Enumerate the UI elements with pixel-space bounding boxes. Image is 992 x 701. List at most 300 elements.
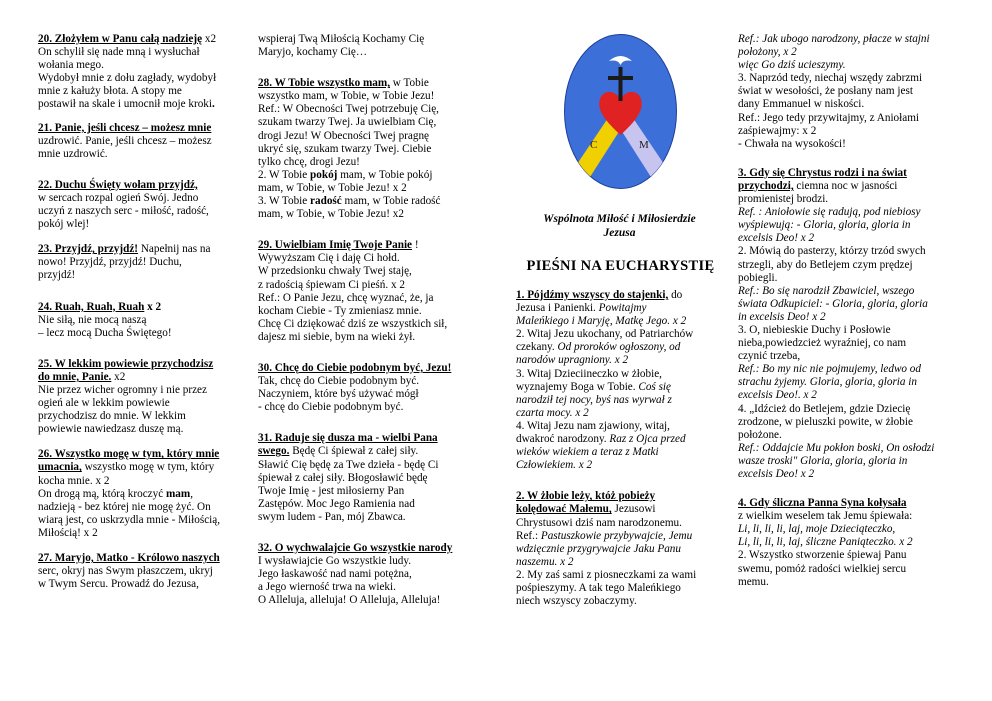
- song-line: [738, 112, 973, 125]
- song-text: On drogą mą, którą kroczyć: [38, 487, 166, 500]
- song-line: [258, 594, 490, 607]
- song-title: 31. Raduje się dusza ma - wielbi Pana: [258, 432, 438, 445]
- song-line: [258, 485, 490, 498]
- song-text: w Tobie: [390, 77, 429, 90]
- song-line: [38, 85, 253, 98]
- song-text: tylko chcę, drogi Jezu!: [258, 155, 360, 168]
- song-text: dajesz mi siebie, bym na wieki żył.: [258, 330, 416, 343]
- song-line: [38, 98, 253, 111]
- song-line: [258, 156, 490, 169]
- song-line: [516, 459, 732, 472]
- song-text: 3. O, niebieskie Duchy i Posłowie: [738, 323, 891, 336]
- song-text: kocha mnie. x 2: [38, 474, 110, 487]
- song-line: [738, 455, 973, 468]
- song-text: wdzięcznie przygrywajcie Jaku Panu: [516, 542, 681, 555]
- song-text: 2. W Tobie: [258, 168, 311, 181]
- song-text: szukam twarzy Twej. Ja uwielbiam Cię,: [258, 116, 437, 129]
- song-line: [258, 542, 490, 555]
- song-title: do mnie, Panie.: [38, 370, 112, 383]
- song-line: [516, 354, 732, 367]
- song-text: swemu, pomóż radości wielkiej sercu: [738, 562, 907, 575]
- song-line: [38, 243, 253, 256]
- song-line: [738, 389, 973, 402]
- song-text: excelsis Deo! x 2: [738, 468, 815, 480]
- song-line: [38, 122, 253, 135]
- song-line: [258, 331, 490, 344]
- song-line: [738, 232, 973, 245]
- community-name-line-2: Jezusa: [603, 227, 636, 239]
- song-line: [258, 472, 490, 485]
- song-text: I wysławiajcie Go wszystkie ludy.: [258, 555, 412, 568]
- song-line: [738, 576, 973, 589]
- song-line: [738, 324, 973, 337]
- song-line: [38, 327, 253, 340]
- song-title: 23. Przyjdź, przyjdź!: [38, 243, 139, 256]
- song-line: [258, 116, 490, 129]
- song-line: [516, 315, 732, 328]
- song-text: narodził tej nocy, byś nas wyrwał z: [516, 393, 672, 406]
- song-line: [516, 420, 732, 433]
- song-text: ogień ale w lekkim powiewie: [38, 397, 170, 410]
- song-line: [258, 143, 490, 156]
- song-block: [38, 179, 253, 231]
- song-text: mam: [165, 487, 191, 500]
- song-title: 30. Chcę do Ciebie podobnym być, Jezu!: [258, 361, 452, 374]
- song-text: Ref.: Oddajcie Mu pokłon boski, On osłodzi: [738, 441, 935, 454]
- song-title: 24. Ruah, Ruah, Ruah: [38, 300, 145, 313]
- song-text: ciemna noc w jasności: [793, 179, 898, 192]
- song-text: nieba,powiedzcież wyraźniej, co nam: [738, 337, 907, 350]
- song-line: [738, 72, 973, 85]
- song-text: wyśpiewują: - Gloria, gloria, gloria in: [738, 219, 911, 232]
- song-text: - chcę do Ciebie podobnym być.: [258, 401, 404, 414]
- song-title: 2. W żłobie leży, któż pobieży: [516, 490, 656, 503]
- song-text: Pastuszkowie przybywajcie, Jemu: [540, 529, 693, 542]
- song-line: [258, 169, 490, 182]
- song-line: [38, 269, 253, 282]
- song-text: - Chwała na wysokości!: [738, 137, 846, 150]
- song-line: [258, 445, 490, 458]
- song-line: [516, 582, 732, 595]
- song-text: Ref.: Jego tedy przywitajmy, z Aniołami: [738, 111, 920, 124]
- song-title: swego.: [258, 445, 290, 458]
- song-text: naszemu. x 2: [516, 555, 574, 568]
- song-line: [738, 272, 973, 285]
- song-text: świat w wesołości, że posłany nam jest: [738, 85, 913, 98]
- song-text: memu.: [738, 575, 769, 588]
- song-line: [38, 475, 253, 488]
- song-line: [258, 498, 490, 511]
- song-text: O Alleluja, alleluja! O Alleluja, Alleluja!: [258, 594, 441, 607]
- song-text: ukryć się, szukam twarzy Twej. Ciebie: [258, 142, 432, 155]
- song-line: [516, 289, 732, 302]
- song-line: [38, 135, 253, 148]
- song-text: więc Go dziś ucieszymy.: [738, 59, 846, 72]
- song-text: czynić trzeba,: [738, 350, 801, 363]
- logo-cross-horizontal: [608, 76, 633, 80]
- song-text: Człowiekiem. x 2: [516, 459, 593, 472]
- song-line: [38, 423, 253, 436]
- song-text: 2. Wszystko stworzenie śpiewaj Panu: [738, 549, 907, 562]
- song-text: ,: [190, 487, 194, 500]
- song-line: [738, 416, 973, 429]
- song-line: [38, 514, 253, 527]
- song-line: [516, 503, 732, 516]
- song-title: 21. Panie, jeśli chcesz – możesz mnie: [38, 121, 212, 134]
- song-text: 4. Witaj Jezu nam zjawiony, witaj,: [516, 419, 670, 432]
- song-line: [38, 448, 253, 461]
- song-line: [258, 77, 490, 90]
- song-text: 2. My zaś sami z piosneczkami za wami: [516, 568, 697, 581]
- song-line: [258, 265, 490, 278]
- song-line: [258, 375, 490, 388]
- song-text: 3. Witaj Dzieciineczko w żłobie,: [516, 367, 662, 380]
- column-4: [738, 33, 973, 589]
- song-line: [258, 182, 490, 195]
- song-text: Powitajmy: [598, 302, 647, 315]
- song-text: Nie siłą, nie mocą naszą: [38, 313, 147, 326]
- song-text: wasze troski" Gloria, gloria, gloria in: [738, 454, 908, 467]
- song-text: Wywyższam Cię i daję Ci hołd.: [258, 252, 400, 265]
- song-line: [38, 179, 253, 192]
- song-block: [38, 122, 253, 161]
- song-line: [38, 488, 253, 501]
- song-text: pokój: [310, 168, 338, 181]
- song-line: [38, 46, 253, 59]
- song-line: [738, 536, 973, 549]
- song-title: przychodzi,: [738, 179, 794, 192]
- song-text: Ref.: O Panie Jezu, chcę wyznać, że, ja: [258, 291, 434, 304]
- song-line: [38, 72, 253, 85]
- song-line: [258, 432, 490, 445]
- song-text: Maryjo, kochamy Cię…: [258, 46, 368, 59]
- song-line: [738, 523, 973, 536]
- song-line: [38, 192, 253, 205]
- song-line: [738, 442, 973, 455]
- song-title: 26. Wszystko mogę w tym, który mnie: [38, 448, 220, 461]
- song-line: [258, 292, 490, 305]
- song-block: [738, 167, 973, 481]
- song-line: [258, 388, 490, 401]
- song-text: mnie z kałuży błota. A stopy me: [38, 85, 182, 98]
- song-text: Jego łaskawość nad nami potężna,: [258, 568, 412, 581]
- song-text: przyjdź!: [38, 269, 76, 282]
- song-text: zrodzone, w pieluszki powite, w żłobie: [738, 415, 913, 428]
- song-line: [738, 193, 973, 206]
- song-line: [738, 563, 973, 576]
- song-text: 4. „Idźcież do Betlejem, gdzie Dziecię: [738, 402, 911, 415]
- song-title: 22. Duchu Święty wołam przyjdź,: [38, 178, 198, 191]
- song-line: [516, 328, 732, 341]
- song-text: Nie przez wicher ogromny i nie przez: [38, 383, 207, 396]
- song-line: [738, 59, 973, 72]
- song-text: swym ludem - Pan, mój Zbawca.: [258, 510, 406, 523]
- song-line: [738, 46, 973, 59]
- column-3: [516, 289, 732, 608]
- song-line: [38, 148, 253, 161]
- song-text: On schylił się nade mną i wysłuchał: [38, 46, 200, 59]
- song-line: [516, 530, 732, 543]
- song-text: zaśpiewajmy: x 2: [738, 124, 817, 137]
- song-text: – lecz mocą Ducha Świętego!: [38, 326, 172, 339]
- song-line: [38, 384, 253, 397]
- song-line: [38, 256, 253, 269]
- song-line: [738, 167, 973, 180]
- song-text: Będę Ci śpiewał z całej siły.: [289, 445, 419, 458]
- song-text: 3. Naprzód tedy, niechaj wszędy zabrzmi: [738, 72, 923, 85]
- song-line: [738, 510, 973, 523]
- song-line: [738, 363, 973, 376]
- song-text: czekany.: [516, 341, 558, 354]
- song-line: [738, 125, 973, 138]
- song-title: 20. Złożyłem w Panu całą nadzieję: [38, 33, 203, 45]
- song-text: promienistej brodzi.: [738, 193, 829, 206]
- song-block: [258, 239, 490, 344]
- song-text: uczyń z naszych serc - miłość, radość,: [38, 205, 209, 218]
- song-line: [258, 305, 490, 318]
- song-text: W przedsionku chwały Twej staję,: [258, 265, 412, 278]
- song-text: x2: [111, 370, 126, 383]
- song-text: śpiewał z całej siły. Błogosławić będę: [258, 471, 428, 484]
- song-text: x2: [202, 33, 217, 45]
- song-text: Jezusowi: [611, 503, 656, 516]
- song-text: narodów upragniony. x 2: [516, 354, 629, 367]
- song-text: mam, w Tobie pokój: [337, 168, 433, 181]
- song-line: [738, 403, 973, 416]
- song-line: [516, 490, 732, 503]
- song-title: 32. O wychwalajcie Go wszystkie narody: [258, 542, 453, 554]
- community-name: [513, 212, 726, 240]
- song-text: Ref.:: [516, 529, 541, 542]
- column-1: [38, 33, 253, 591]
- song-line: [516, 446, 732, 459]
- song-text: Sławić Cię będę za Twe dzieła - będę Ci: [258, 458, 439, 471]
- song-line: [258, 555, 490, 568]
- column-2: [258, 33, 490, 607]
- song-text: Ref. : Aniołowie się radują, pod niebiosy: [738, 206, 921, 219]
- song-line: [516, 543, 732, 556]
- song-text: Ref.: Jak ubogo narodzony, płacze w stajni: [738, 33, 930, 45]
- song-line: [258, 459, 490, 472]
- song-text: excelsis Deo!. x 2: [738, 389, 817, 402]
- song-line: [38, 59, 253, 72]
- song-text: świata Odkupiciel: - Gloria, gloria, gloria: [738, 297, 928, 310]
- song-block: [258, 432, 490, 524]
- song-line: [258, 581, 490, 594]
- song-text: Naczyniem, które byś używać mógł: [258, 388, 419, 401]
- song-text: wszystko mogę w tym, który: [81, 461, 215, 474]
- song-line: [38, 33, 253, 46]
- song-text: excelsis Deo! x 2: [738, 232, 815, 245]
- song-block: [258, 542, 490, 607]
- song-line: [38, 565, 253, 578]
- song-text: 2. Mówią do pasterzy, którzy trzód swych: [738, 245, 926, 258]
- song-block: [516, 490, 732, 608]
- song-line: [738, 138, 973, 151]
- song-text: Zastępów. Moc Jego Ramienia nad: [258, 497, 415, 510]
- song-text: Li, li, li, li, laj, moje Dzieciąteczko,: [738, 523, 896, 536]
- song-text: dwakroć narodzony.: [516, 433, 610, 446]
- song-text: wspieraj Twą Miłością Kochamy Cię: [258, 33, 425, 45]
- song-line: [258, 90, 490, 103]
- community-logo: [563, 33, 678, 190]
- logo-cross-vertical: [619, 67, 623, 101]
- song-title: 3. Gdy się Chrystus rodzi i na świat: [738, 166, 907, 179]
- song-text: Wydobył mnie z dołu zagłady, wydobył: [38, 72, 217, 85]
- song-line: [258, 401, 490, 414]
- song-line: [38, 397, 253, 410]
- song-text: wieków wiekiem a teraz z Matki: [516, 446, 659, 459]
- song-line: [258, 279, 490, 292]
- song-block: [738, 33, 973, 151]
- song-line: [738, 285, 973, 298]
- song-text: wołania mego.: [38, 59, 104, 72]
- song-text: postawił na skale i umocnił moje kroki: [38, 98, 212, 111]
- song-text: przychodzisz do mnie. W lekkim: [38, 410, 186, 423]
- song-text: Chcę Ci dziękować dziś ze wszystkich sił,: [258, 317, 448, 330]
- song-text: Miłością! x 2: [38, 526, 98, 539]
- song-line: [516, 517, 732, 530]
- song-text: Li, li, li, li, laj, śliczne Paniąteczko. x 2: [738, 536, 913, 549]
- song-line: [738, 311, 973, 324]
- song-line: [38, 371, 253, 384]
- song-block: [738, 497, 973, 589]
- song-text: 2. Witaj Jezu ukochany, od Patriarchów: [516, 328, 694, 341]
- community-name-line-1: Wspólnota Miłość i Miłosierdzie: [543, 213, 696, 225]
- song-text: z radością śpiewam Ci pieśń. x 2: [258, 278, 405, 291]
- song-text: Raz z Ojca przed: [609, 433, 686, 446]
- song-text: położony, x 2: [738, 46, 797, 59]
- song-block: [258, 77, 490, 221]
- song-title: 1. Pójdźmy wszyscy do stajenki,: [516, 289, 669, 301]
- song-text: x 2: [147, 300, 162, 313]
- song-text: do: [668, 289, 683, 301]
- song-title: 27. Maryjo, Matko - Królowo naszych: [38, 552, 220, 564]
- song-line: [38, 501, 253, 514]
- song-line: [738, 85, 973, 98]
- song-text: uzdrowić. Panie, jeśli chcesz – możesz: [38, 134, 212, 147]
- song-text: wyznajemy Boga w Tobie.: [516, 380, 639, 393]
- song-text: mam, w Tobie, w Tobie Jezu! x2: [258, 208, 404, 221]
- song-text: nadzieją - bez której nie mogę żyć. On: [38, 500, 211, 513]
- song-line: [516, 368, 732, 381]
- song-title: 29. Uwielbiam Imię Twoje Panie: [258, 239, 413, 252]
- song-block: [38, 301, 253, 340]
- song-text: 3. W Tobie: [258, 195, 311, 208]
- song-line: [258, 239, 490, 252]
- song-text: wszystko mam, w Tobie, w Tobie Jezu!: [258, 90, 435, 103]
- song-block: [38, 448, 253, 540]
- song-block: [38, 33, 253, 112]
- song-line: [738, 337, 973, 350]
- song-text: Napełnij nas na: [138, 243, 211, 256]
- song-text: dany Emmanuel w niskości.: [738, 98, 865, 111]
- song-line: [738, 429, 973, 442]
- song-line: [516, 302, 732, 315]
- song-line: [738, 350, 973, 363]
- song-line: [738, 298, 973, 311]
- song-text: mam, w Tobie, w Tobie Jezu! x 2: [258, 181, 407, 194]
- song-line: [38, 552, 253, 565]
- song-block: [516, 289, 732, 472]
- song-text: strachu żyjemy. Gloria, gloria, gloria in: [738, 376, 917, 389]
- song-line: [738, 219, 973, 232]
- song-line: [738, 549, 973, 562]
- song-line: [38, 205, 253, 218]
- song-line: [516, 341, 732, 354]
- song-block: [38, 358, 253, 437]
- song-text: .: [212, 98, 215, 111]
- song-line: [258, 130, 490, 143]
- song-line: [738, 245, 973, 258]
- logo-letter-c: C: [590, 139, 598, 151]
- song-text: kocham Ciebie - Ty zmieniasz mnie.: [258, 304, 422, 317]
- song-line: [38, 527, 253, 540]
- song-line: [38, 314, 253, 327]
- song-line: [38, 218, 253, 231]
- song-line: [258, 568, 490, 581]
- song-text: mnie uzdrowić.: [38, 147, 108, 160]
- song-text: serc, okryj nas Swym płaszczem, ukryj: [38, 565, 213, 578]
- song-text: in excelsis Deo! x 2: [738, 310, 826, 323]
- main-title: PIEŚNI NA EUCHARYSTIĘ: [526, 258, 715, 274]
- song-line: [516, 394, 732, 407]
- song-text: w sercach rozpal ogień Swój. Jedno: [38, 191, 199, 204]
- song-line: [258, 103, 490, 116]
- song-text: w Twym Sercu. Prowadź do Jezusa,: [38, 578, 199, 591]
- song-line: [258, 208, 490, 221]
- song-line: [258, 318, 490, 331]
- song-line: [516, 595, 732, 608]
- song-title: 4. Gdy śliczna Panna Syna kołysała: [738, 497, 907, 510]
- song-text: wiarą jest, co uskrzydla mnie - Miłością,: [38, 513, 221, 526]
- song-text: pobiegli.: [738, 271, 778, 284]
- song-block: [38, 243, 253, 282]
- song-line: [38, 578, 253, 591]
- song-text: strzegli, aby do Betlejem czym prędzej: [738, 258, 913, 271]
- song-block: [258, 33, 490, 59]
- song-block: [258, 362, 490, 414]
- song-line: [258, 46, 490, 59]
- song-line: [516, 556, 732, 569]
- song-text: a Jego wierność trwa na wieki.: [258, 581, 396, 594]
- song-title: 25. W lekkim powiewie przychodzisz: [38, 357, 214, 370]
- song-line: [738, 468, 973, 481]
- song-line: [258, 362, 490, 375]
- song-line: [38, 301, 253, 314]
- song-line: [258, 33, 490, 46]
- song-line: [738, 259, 973, 272]
- song-line: [738, 206, 973, 219]
- song-line: [258, 252, 490, 265]
- song-text: pośpieszymy. A tak tego Maleńkiego: [516, 581, 681, 594]
- song-line: [38, 358, 253, 371]
- song-text: !: [412, 239, 419, 252]
- song-line: [38, 410, 253, 423]
- song-text: Jezusa i Panienki.: [516, 302, 599, 315]
- song-text: Ref.: W Obecności Twej potrzebuję Cię,: [258, 103, 439, 116]
- song-line: [38, 461, 253, 474]
- song-line: [738, 497, 973, 510]
- logo-letter-m: M: [639, 139, 649, 151]
- song-line: [516, 407, 732, 420]
- song-text: radość: [310, 195, 342, 208]
- song-text: pokój wlej!: [38, 218, 90, 231]
- song-text: powiewie nawiedzasz duszę mą.: [38, 423, 184, 436]
- song-line: [516, 433, 732, 446]
- song-title: kolędować Małemu,: [516, 503, 612, 516]
- song-line: [738, 180, 973, 193]
